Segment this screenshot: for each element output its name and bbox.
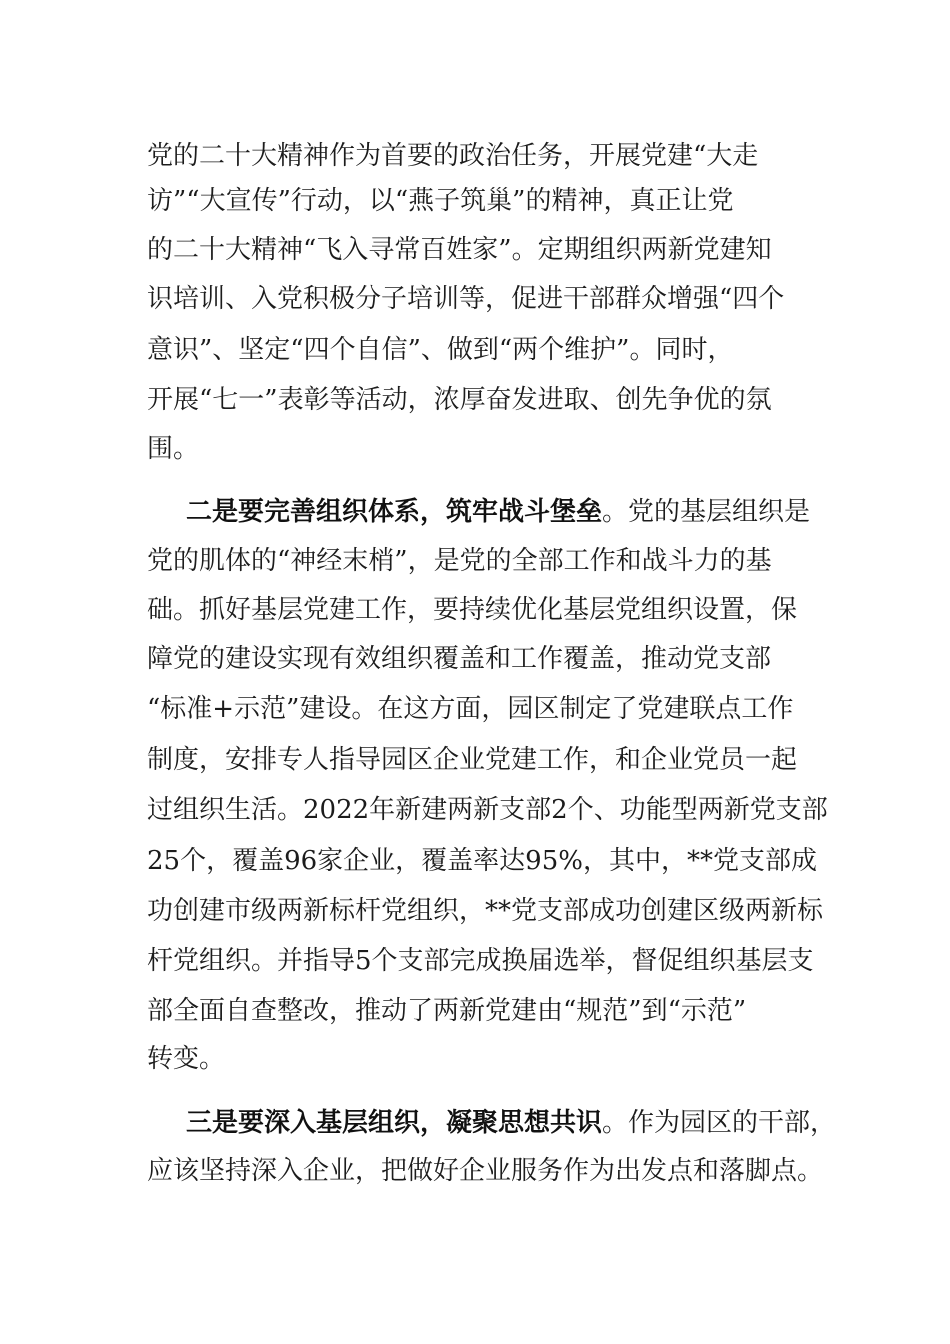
paragraph-line-rest: 。党的基层组织是 (602, 497, 811, 527)
paragraph-line: 的二十大精神“飞入寻常百姓家”。定期组织两新党建知 (147, 235, 772, 265)
paragraph-line: 制度，安排专人指导园区企业党建工作，和企业党员一起 (147, 745, 798, 775)
paragraph-line: 转变。 (147, 1044, 226, 1074)
paragraph-line: 过组织生活。2022年新建两新支部2个、功能型两新党支部 (147, 795, 828, 825)
paragraph-line: 识培训、入党积极分子培训等，促进干部群众增强“四个 (147, 284, 785, 314)
paragraph-line: 意识”、坚定“四个自信”、做到“两个维护”。同时， (147, 335, 734, 365)
paragraph-line: 访”“大宣传”行动，以“燕子筑巢”的精神，真正让党 (147, 186, 734, 216)
paragraph-first-line (186, 1106, 836, 1140)
paragraph-line: “标准+示范”建设。在这方面，园区制定了党建联点工作 (147, 694, 794, 724)
paragraph-first-line (186, 495, 810, 529)
paragraph-line: 党的肌体的“神经末梢”，是党的全部工作和战斗力的基 (147, 546, 772, 576)
paragraph-line: 障党的建设实现有效组织覆盖和工作覆盖，推动党支部 (147, 644, 772, 674)
paragraph-line: 25个，覆盖96家企业，覆盖率达95%，其中，**党支部成 (147, 846, 817, 876)
paragraph-line: 功创建市级两新标杆党组织，**党支部成功创建区级两新标 (147, 896, 824, 926)
paragraph-line: 应该坚持深入企业，把做好企业服务作为出发点和落脚点。 (147, 1156, 824, 1186)
paragraph-line: 围。 (147, 434, 200, 464)
paragraph-line: 础。抓好基层党建工作，要持续优化基层党组织设置，保 (147, 595, 798, 625)
paragraph-heading: 二是要完善组织体系，筑牢战斗堡垒 (186, 497, 603, 527)
paragraph-line: 开展“七一”表彰等活动，浓厚奋发进取、创先争优的氛 (147, 385, 772, 415)
paragraph-line-rest: 。作为园区的干部， (602, 1108, 837, 1138)
paragraph-heading: 三是要深入基层组织，凝聚思想共识 (186, 1108, 603, 1138)
paragraph-line: 部全面自查整改，推动了两新党建由“规范”到“示范” (147, 996, 747, 1026)
paragraph-line: 党的二十大精神作为首要的政治任务，开展党建“大走 (147, 141, 759, 171)
paragraph-line: 杆党组织。并指导5个支部完成换届选举，督促组织基层支 (147, 946, 814, 976)
